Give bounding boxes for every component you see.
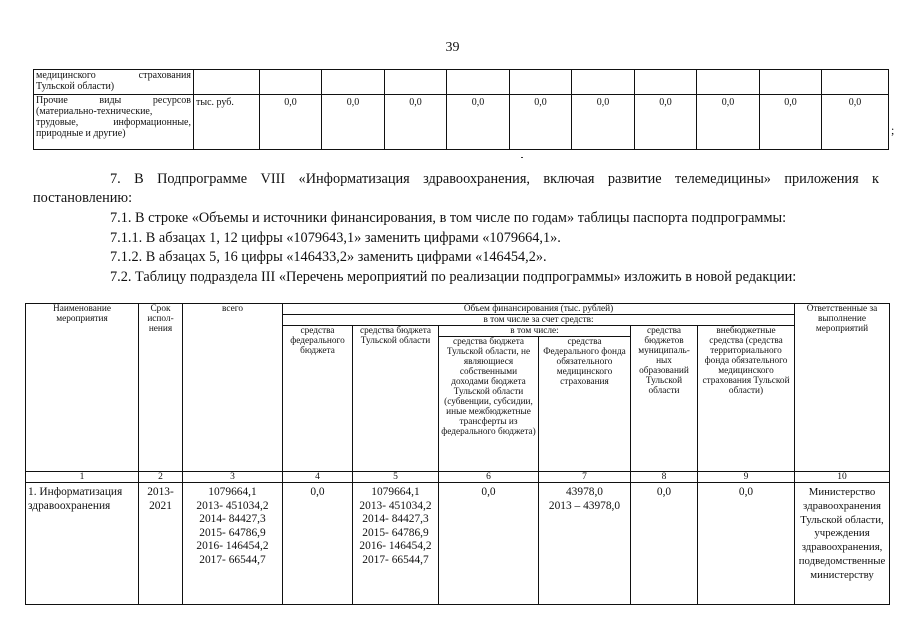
header-name: Наименование мероприятия [26, 304, 139, 472]
responsible-cell: Министерство здравоохранения Тульской области, учреждения здравоохранения, подведомственные министерству [795, 483, 890, 605]
federal-cell: 0,0 [283, 483, 353, 605]
header-ffoms: средства Федерального фонда обязательного медицинского страхования [539, 337, 631, 472]
total-line: 2015- 64786,9 [199, 526, 266, 539]
ffoms-cell [539, 483, 631, 605]
offbudget-cell: 0,0 [698, 483, 795, 605]
value-cell: 0,0 [510, 95, 572, 150]
resources-table [33, 69, 889, 150]
activity-term: 2013-2021 [139, 483, 183, 605]
regional-line: 1079664,1 [371, 486, 420, 498]
column-number: 9 [698, 472, 795, 483]
ffoms-line: 43978,0 [565, 486, 604, 498]
header-total: всего [183, 304, 283, 472]
total-line: 1079664,1 [208, 486, 257, 498]
column-number: 8 [631, 472, 698, 483]
header-regional: средства бюджета Тульской области [353, 326, 439, 472]
paragraph-7-2: 7.2. Таблицу подраздела III «Перечень мероприятий по реализации подпрограммы» изложить в новой редакции: [110, 269, 797, 285]
header-incl: в том числе: [439, 326, 631, 337]
column-number: 6 [439, 472, 539, 483]
activities-table [25, 303, 890, 605]
paragraph-7-1-1: 7.1.1. В абзацах 1, 12 цифры «1079643,1» заменить цифрами «1079664,1». [110, 230, 561, 246]
regional-line: 2015- 64786,9 [362, 526, 429, 539]
paragraph-7-1-2: 7.1.2. В абзацах 5, 16 цифры «146433,2» заменить цифрами «146454,2». [110, 249, 547, 265]
table-row [34, 95, 889, 150]
trailing-semicolon: ; [891, 123, 895, 137]
total-line: 2016- 146454,2 [196, 540, 269, 553]
column-number: 3 [183, 472, 283, 483]
total-cell [183, 483, 283, 605]
paragraph-7-1: 7.1. В строке «Объемы и источники финансирования, в том числе по годам» таблицы паспорта подпрограммы: [110, 210, 787, 226]
regional-cell [353, 483, 439, 605]
value-cell: 0,0 [447, 95, 510, 150]
value-cell: 0,0 [760, 95, 822, 150]
header-incl-sources: в том числе за счет средств: [283, 315, 795, 326]
value-cell: 0,0 [822, 95, 889, 150]
column-number: 10 [795, 472, 890, 483]
regional-line: 2013- 451034,2 [359, 499, 432, 512]
value-cell: 0,0 [385, 95, 447, 150]
value-cell: 0,0 [697, 95, 760, 150]
column-number: 5 [353, 472, 439, 483]
header-offbudget: внебюджетные средства (средства территориального фонда обязательного медицинского страхования Тульской области) [698, 326, 795, 472]
column-number: 4 [283, 472, 353, 483]
value-cell: 0,0 [572, 95, 635, 150]
regional-line: 2017- 66544,7 [362, 553, 429, 566]
header-regional-non-own: средства бюджета Тульской области, не являющиеся собственными доходами бюджета Тульской области (субвенции, субсидии, иные межбюджетные трансферты из федерального бюджета) [439, 337, 539, 472]
unit-cell: тыс. руб. [194, 95, 260, 150]
scan-speck [521, 157, 523, 158]
table-row [26, 483, 890, 605]
header-responsible: Ответственные за выполнение мероприятий [795, 304, 890, 472]
header-row [26, 304, 890, 315]
column-number: 1 [26, 472, 139, 483]
total-line: 2013- 451034,2 [196, 499, 269, 512]
regional-line: 2016- 146454,2 [359, 540, 432, 553]
table-row [34, 70, 889, 95]
value-cell: 0,0 [635, 95, 697, 150]
header-municipal: средства бюджетов муниципаль-ных образований Тульской области [631, 326, 698, 472]
activity-name: 1. Информатизация здравоохранения [26, 483, 139, 605]
municipal-cell: 0,0 [631, 483, 698, 605]
total-line: 2017- 66544,7 [199, 553, 266, 566]
value-cell: 0,0 [322, 95, 385, 150]
header-volume: Объем финансирования (тыс. рублей) [283, 304, 795, 315]
total-line: 2014- 84427,3 [199, 513, 266, 526]
page-number: 39 [445, 40, 460, 55]
row-label: медицинского страхования Тульской области) [34, 70, 194, 95]
header-term: Срок испол-нения [139, 304, 183, 472]
regional-line: 2014- 84427,3 [362, 513, 429, 526]
column-number-row [26, 472, 890, 483]
column-number: 7 [539, 472, 631, 483]
row-label: Прочие виды ресурсов (материально-технические, трудовые, информационные, природные и другие) [34, 95, 194, 150]
regional-non-own-cell: 0,0 [439, 483, 539, 605]
header-federal: средства федерального бюджета [283, 326, 353, 472]
paragraph-7: 7. В Подпрограмме VIII «Информатизация здравоохранения, включая развитие телемедицины» приложения к постановлению: [33, 171, 879, 206]
value-cell: 0,0 [260, 95, 322, 150]
column-number: 2 [139, 472, 183, 483]
ffoms-line: 2013 – 43978,0 [548, 499, 621, 512]
